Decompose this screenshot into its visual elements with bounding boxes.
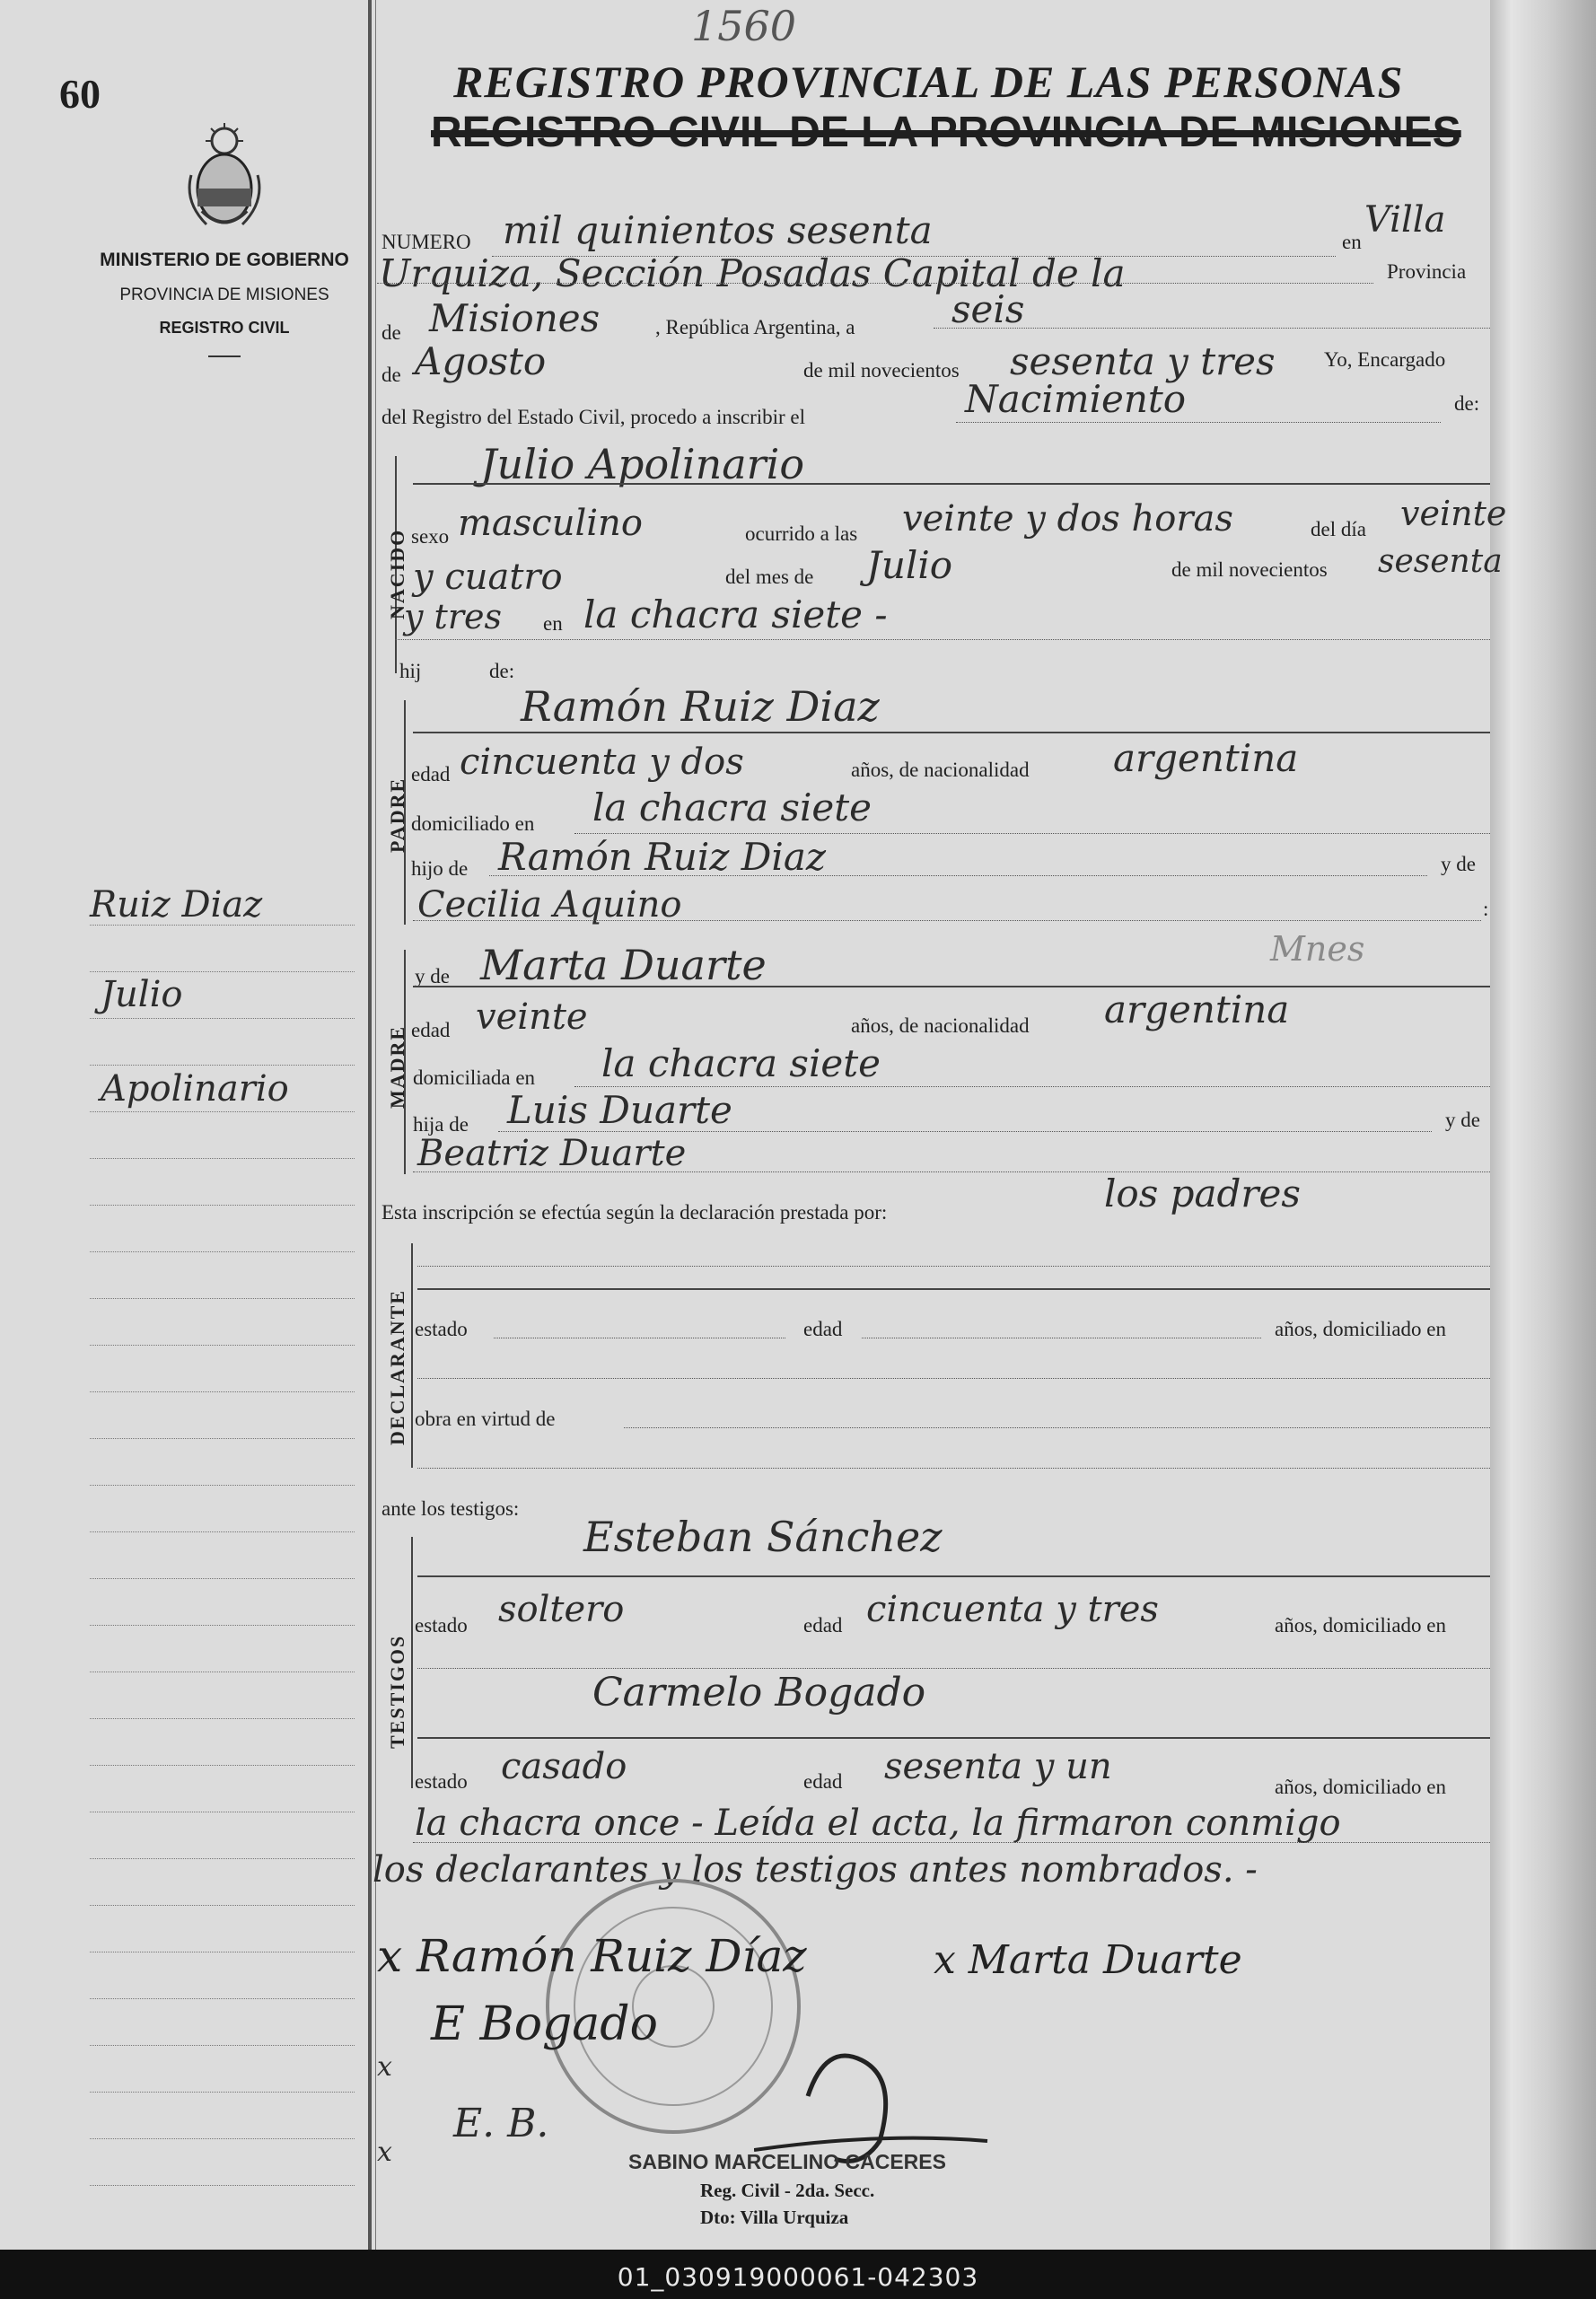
numero-value: mil quinientos sesenta bbox=[503, 208, 933, 252]
page-edge bbox=[1490, 0, 1596, 2250]
ministry-name: MINISTERIO DE GOBIERNO bbox=[100, 250, 349, 270]
madre-father-line bbox=[498, 1131, 1432, 1132]
nacido-label: NACIDO bbox=[386, 528, 408, 619]
de-colon: de: bbox=[1454, 392, 1480, 415]
sexo-value: masculino bbox=[458, 503, 643, 544]
testigo1-name: Esteban Sánchez bbox=[583, 1513, 943, 1561]
padre-mother: Cecilia Aquino bbox=[417, 884, 682, 926]
declarante-label: DECLARANTE bbox=[386, 1288, 408, 1445]
archive-id: 01_030919000061-042303 bbox=[617, 2262, 979, 2292]
signature-testigo: E Bogado bbox=[431, 1997, 658, 2051]
padre-father-line bbox=[489, 875, 1427, 876]
madre-mother: Beatriz Duarte bbox=[417, 1133, 687, 1174]
madre-father: Luis Duarte bbox=[507, 1088, 732, 1132]
official-name: SABINO MARCELINO CACERES bbox=[628, 2150, 946, 2173]
madre-hija-label: hija de bbox=[413, 1113, 469, 1136]
provincia-label: Provincia bbox=[1387, 260, 1467, 283]
binding-line-secondary bbox=[375, 0, 376, 2250]
nacido-year-b: y tres bbox=[404, 597, 502, 636]
signature-mark-x2: x bbox=[377, 2137, 392, 2168]
header-title-struck: REGISTRO CIVIL DE LA PROVINCIA DE MISIONES bbox=[431, 109, 1461, 156]
nacido-name-line bbox=[413, 483, 1490, 485]
testigo2-name-line bbox=[417, 1737, 1490, 1739]
madre-y-de-label-2: y de bbox=[1445, 1109, 1480, 1131]
madre-dom-label: domiciliada en bbox=[413, 1066, 536, 1089]
year-value: sesenta y tres bbox=[1010, 339, 1276, 383]
padre-edad-label: edad bbox=[411, 763, 451, 785]
madre-y-de-label: y de bbox=[415, 965, 450, 987]
hour-value: veinte y dos horas bbox=[902, 498, 1233, 540]
place-line bbox=[377, 283, 1373, 284]
hij-de-label: de: bbox=[489, 660, 515, 682]
nacido-year-a: sesenta bbox=[1378, 543, 1503, 580]
testigos-label: TESTIGOS bbox=[386, 1634, 408, 1749]
padre-y-de-label: y de bbox=[1441, 853, 1476, 875]
obra-line bbox=[624, 1427, 1490, 1428]
margin-surname: Ruiz Diaz bbox=[90, 884, 263, 926]
nacido-mil-label: de mil novecientos bbox=[1171, 558, 1328, 581]
testigo2-estado-label: estado bbox=[415, 1770, 468, 1793]
registro-label: del Registro del Estado Civil, procedo a inscribir el bbox=[381, 406, 806, 428]
closing-line-2: los declarantes y los testigos antes nombrados. - bbox=[373, 1849, 1258, 1891]
madre-nac-value: argentina bbox=[1104, 987, 1290, 1031]
day-line bbox=[934, 328, 1490, 329]
archive-number: 1560 bbox=[691, 2, 797, 50]
ministry-divider bbox=[208, 355, 241, 357]
ministry-registro: REGISTRO CIVIL bbox=[159, 319, 290, 337]
coat-of-arms-icon bbox=[184, 121, 265, 238]
sexo-label: sexo bbox=[411, 525, 450, 548]
republica-label: , República Argentina, a bbox=[655, 316, 855, 338]
ante-testigos-label: ante los testigos: bbox=[381, 1497, 520, 1520]
madre-anos-label: años, de nacionalidad bbox=[851, 1014, 1030, 1037]
declarante-end-line bbox=[417, 1468, 1490, 1469]
testigo1-edad: cincuenta y tres bbox=[866, 1589, 1159, 1630]
mes-label: del mes de bbox=[725, 566, 814, 588]
declarante-dom-line bbox=[417, 1378, 1490, 1379]
testigo1-estado: soltero bbox=[498, 1589, 625, 1630]
de-label: de bbox=[381, 321, 401, 344]
month-value: Agosto bbox=[415, 339, 547, 383]
dia-value-b: y cuatro bbox=[413, 557, 563, 598]
province-value: Misiones bbox=[429, 296, 601, 340]
place-value: Urquiza, Sección Posadas Capital de la bbox=[379, 251, 1126, 295]
mes-value: Julio bbox=[866, 543, 953, 587]
numero-label: NUMERO bbox=[381, 231, 471, 253]
act-line bbox=[956, 422, 1441, 423]
official-district: Dto: Villa Urquiza bbox=[700, 2207, 849, 2228]
padre-edad-value: cincuenta y dos bbox=[460, 741, 744, 783]
de-mil-label: de mil novecientos bbox=[803, 359, 960, 382]
madre-edad-value: veinte bbox=[476, 996, 588, 1038]
dia-value-a: veinte bbox=[1400, 494, 1507, 533]
testigo2-edad-label: edad bbox=[803, 1770, 843, 1793]
padre-dom-label: domiciliado en bbox=[411, 812, 535, 835]
madre-mother-line bbox=[413, 1171, 1490, 1172]
padre-mother-line bbox=[413, 920, 1481, 921]
testigo1-dom-line bbox=[417, 1668, 1490, 1669]
testigo1-anos-label: años, domiciliado en bbox=[1275, 1614, 1446, 1637]
testigo2-edad: sesenta y un bbox=[884, 1746, 1112, 1787]
hij-label: hij bbox=[399, 660, 422, 682]
madre-edad-label: edad bbox=[411, 1019, 451, 1041]
closing-line-1: la chacra once - Leída el acta, la firmaron conmigo bbox=[415, 1803, 1341, 1844]
madre-note: Mnes bbox=[1270, 929, 1365, 969]
signature-mark-x1: x bbox=[377, 2051, 392, 2083]
official-office: Reg. Civil - 2da. Secc. bbox=[700, 2180, 875, 2201]
declarante-name-line bbox=[417, 1288, 1490, 1290]
testigo1-name-line bbox=[417, 1575, 1490, 1577]
signature-initials: E. B. bbox=[453, 2101, 549, 2146]
header-title: REGISTRO PROVINCIAL DE LAS PERSONAS bbox=[453, 57, 1404, 107]
testigo2-estado: casado bbox=[501, 1746, 627, 1787]
ministry-province: PROVINCIA DE MISIONES bbox=[119, 285, 329, 304]
declarante-bracket bbox=[411, 1243, 413, 1468]
yo-label: Yo, Encargado bbox=[1324, 348, 1446, 371]
padre-dom-line bbox=[574, 833, 1490, 834]
en-label: en bbox=[1342, 231, 1362, 253]
testigo2-anos-label: años, domiciliado en bbox=[1275, 1776, 1446, 1798]
madre-label: MADRE bbox=[386, 1024, 408, 1109]
declaracion-label: Esta inscripción se efectúa según la declaración prestada por: bbox=[381, 1201, 888, 1224]
day-value: seis bbox=[951, 287, 1025, 331]
padre-name-line bbox=[413, 732, 1490, 733]
testigo2-name: Carmelo Bogado bbox=[592, 1670, 926, 1715]
madre-dom-line bbox=[574, 1086, 1490, 1087]
padre-label: PADRE bbox=[386, 777, 408, 853]
nacido-place-line bbox=[395, 639, 1490, 640]
margin-name1: Julio bbox=[101, 974, 183, 1015]
testigos-bracket bbox=[411, 1537, 413, 1788]
declarante-edad-label: edad bbox=[803, 1318, 843, 1340]
nacido-name: Julio Apolinario bbox=[480, 440, 805, 488]
de-label-2: de bbox=[381, 364, 401, 386]
signature-madre: x Marta Duarte bbox=[934, 1937, 1242, 1983]
signature-padre: x Ramón Ruiz Díaz bbox=[377, 1930, 807, 1982]
madre-name-line bbox=[413, 986, 1490, 987]
declarante-anos-label: años, domiciliado en bbox=[1275, 1318, 1446, 1340]
ocurrido-label: ocurrido a las bbox=[745, 522, 858, 545]
closing-line-1-rule bbox=[413, 1842, 1490, 1843]
en-value: Villa bbox=[1364, 199, 1446, 241]
act-value: Nacimiento bbox=[965, 377, 1187, 421]
padre-colon: : bbox=[1483, 898, 1489, 920]
padre-name: Ramón Ruiz Diaz bbox=[521, 682, 880, 731]
padre-hijo-label: hijo de bbox=[411, 857, 469, 880]
nacido-en-label: en bbox=[543, 612, 563, 635]
declaracion-value: los padres bbox=[1104, 1171, 1301, 1215]
madre-dom-value: la chacra siete bbox=[601, 1041, 881, 1085]
obra-label: obra en virtud de bbox=[415, 1408, 556, 1430]
nacido-place: la chacra siete - bbox=[583, 592, 888, 636]
testigo1-edad-label: edad bbox=[803, 1614, 843, 1637]
padre-anos-label: años, de nacionalidad bbox=[851, 759, 1030, 781]
padre-dom-value: la chacra siete bbox=[592, 785, 873, 829]
declarante-estado-label: estado bbox=[415, 1318, 468, 1340]
padre-father: Ramón Ruiz Diaz bbox=[498, 835, 826, 879]
page-number: 60 bbox=[59, 71, 101, 117]
madre-name: Marta Duarte bbox=[480, 941, 767, 989]
declarante-line-1 bbox=[417, 1266, 1490, 1267]
testigo1-estado-label: estado bbox=[415, 1614, 468, 1637]
binding-line bbox=[368, 0, 372, 2250]
del-dia-label: del día bbox=[1311, 518, 1366, 540]
padre-nac-value: argentina bbox=[1113, 736, 1299, 780]
margin-name2: Apolinario bbox=[101, 1068, 289, 1110]
